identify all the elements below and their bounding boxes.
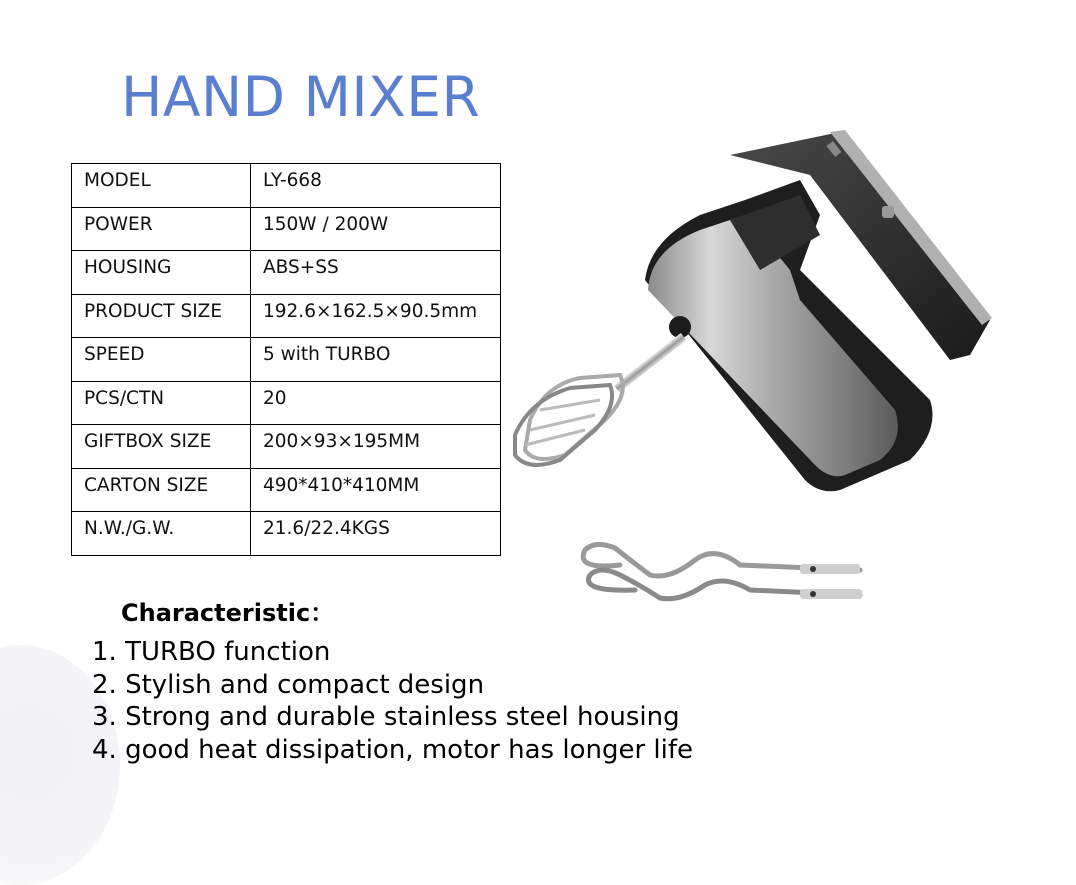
dough-hooks [583, 544, 862, 599]
table-row [72, 338, 501, 382]
spec-value: 192.6×162.5×90.5mm [251, 294, 501, 338]
spec-value: LY-668 [251, 164, 501, 208]
spec-value: 200×93×195MM [251, 425, 501, 469]
spec-label: PCS/CTN [72, 381, 251, 425]
table-row [72, 381, 501, 425]
table-row [72, 207, 501, 251]
spec-value: 21.6/22.4KGS [251, 512, 501, 556]
beater-attachment [515, 316, 691, 465]
spec-table [71, 163, 501, 556]
spec-value: ABS+SS [251, 251, 501, 295]
list-item: 4. good heat dissipation, motor has longer life [92, 734, 694, 765]
characteristic-heading: Characteristic： [121, 599, 335, 627]
spec-label: POWER [72, 207, 251, 251]
table-row [72, 512, 501, 556]
list-item: 2. Stylish and compact design [92, 669, 485, 700]
spec-label: SPEED [72, 338, 251, 382]
table-row [72, 294, 501, 338]
table-row [72, 251, 501, 295]
table-row [72, 468, 501, 512]
spec-value: 20 [251, 381, 501, 425]
spec-value: 150W / 200W [251, 207, 501, 251]
list-item: 3. Strong and durable stainless steel housing [92, 702, 680, 732]
table-row [72, 164, 501, 208]
feature-list [92, 636, 693, 766]
hand-mixer-image [500, 120, 1000, 610]
spec-value: 490*410*410MM [251, 468, 501, 512]
spec-label: HOUSING [72, 251, 251, 295]
spec-label: PRODUCT SIZE [72, 294, 251, 338]
spec-label: N.W./G.W. [72, 512, 251, 556]
spec-label: CARTON SIZE [72, 468, 251, 512]
table-row [72, 425, 501, 469]
page-title: HAND MIXER [121, 65, 481, 129]
spec-label: MODEL [72, 164, 251, 208]
list-item: 1. TURBO function [92, 637, 331, 667]
spec-label: GIFTBOX SIZE [72, 425, 251, 469]
spec-value: 5 with TURBO [251, 338, 501, 382]
